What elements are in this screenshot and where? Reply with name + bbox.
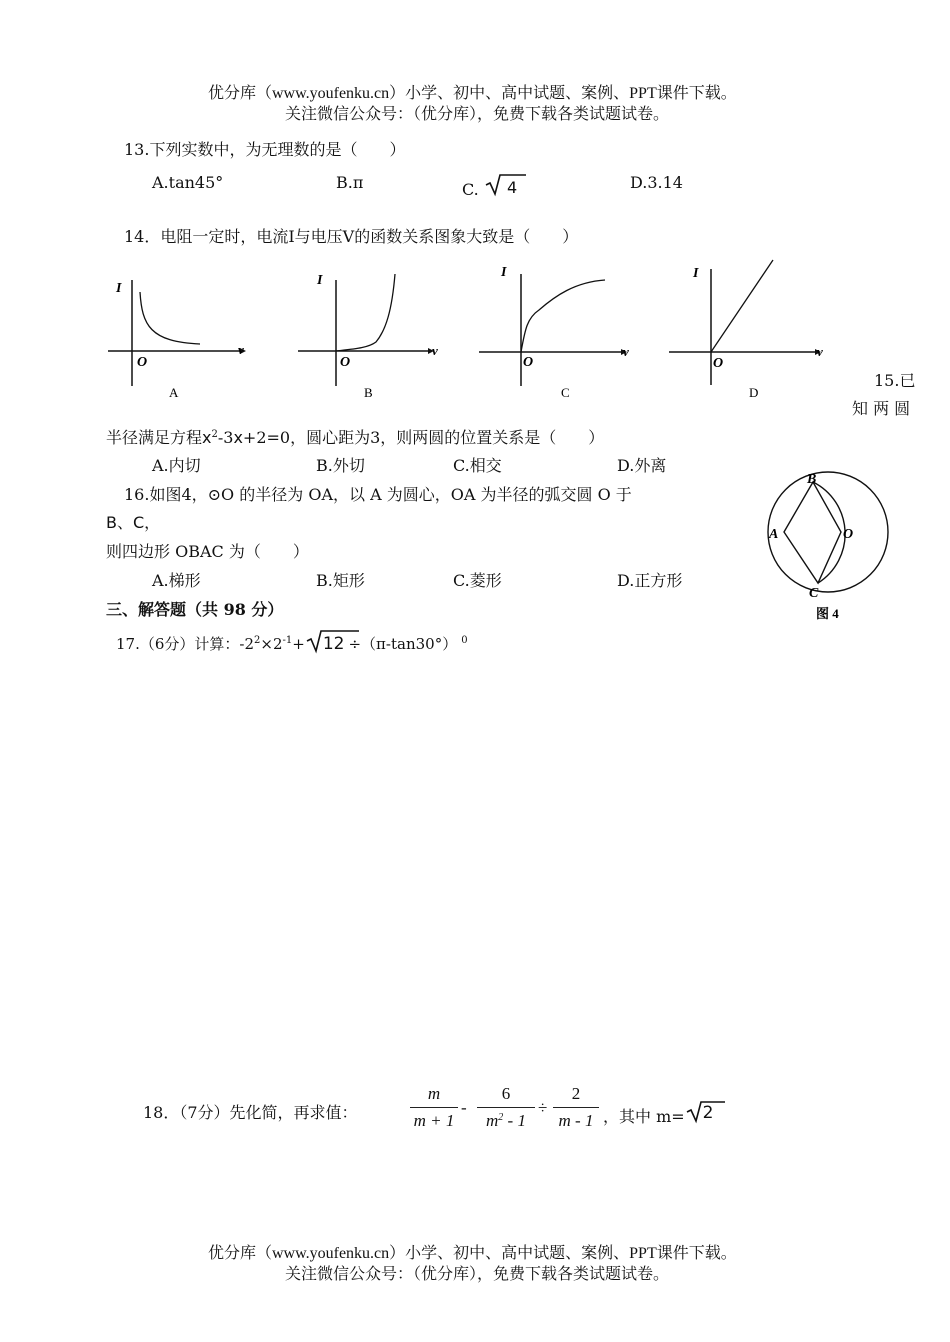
- q16-figure-point-o: O: [843, 527, 854, 542]
- q16-stem-line-2: B、C，: [106, 513, 161, 532]
- q15-option-c: C.相交: [453, 456, 502, 475]
- q14-graph-b-origin: O: [340, 355, 351, 370]
- q13-stem: 13.下列实数中，为无理数的是（ ）: [124, 140, 406, 159]
- q16-stem-line-1: 16.如图4，⊙O 的半径为 OA，以 A 为圆心，OA 为半径的弧交圆 O 于: [124, 485, 632, 504]
- q16-option-b: B.矩形: [316, 571, 365, 590]
- q18-frac2-den-rest: - 1: [503, 1111, 526, 1130]
- q13-option-c-radicand: 4: [506, 178, 518, 197]
- q15-var-x-2: x: [233, 428, 243, 447]
- q14-graph-b-axis-v: v: [432, 343, 438, 358]
- q15-option-d: D.外离: [617, 456, 667, 475]
- q15-stem-part-c: +2=0，圆心距为3，则两圆的位置关系是（ ）: [242, 428, 605, 447]
- q16-option-a: A.梯形: [152, 571, 201, 590]
- q15-stem-right-1: 15.已: [874, 371, 916, 390]
- q14-graph-c-origin: O: [523, 355, 534, 370]
- q14-graph-c: [475, 260, 635, 405]
- q13-option-c-label: C.: [462, 180, 479, 199]
- q14-graph-d-label: D: [749, 385, 759, 400]
- q18-op-divide: ÷: [538, 1098, 548, 1117]
- q16-figure-point-a: A: [769, 527, 779, 542]
- q16-option-c: C.菱形: [453, 571, 502, 590]
- q18-pre: 18．（7分）先化简，再求值：: [143, 1103, 358, 1122]
- q18-frac3-num: 2: [571, 1084, 581, 1103]
- q18-frac2-den-exp: 2: [498, 1112, 504, 1123]
- q18-frac2-den-base: m: [486, 1111, 499, 1130]
- header-line-2: 关注微信公众号：（优分库），免费下载各类试题试卷。: [285, 106, 670, 123]
- q15-exp-2: 2: [211, 429, 218, 440]
- q14-graph-a-label: A: [169, 385, 179, 400]
- q16-figure-point-b: B: [807, 472, 817, 487]
- q14-graph-d: [665, 255, 835, 405]
- q15-var-x: x: [202, 428, 212, 447]
- q14-graph-c-axis-v: v: [623, 344, 629, 359]
- footer-line-2: 关注微信公众号：（优分库），免费下载各类试题试卷。: [285, 1266, 670, 1283]
- q14-graph-d-axis-v: v: [817, 344, 823, 359]
- q17-expression: [116, 628, 498, 654]
- sqrt-symbol-icon: [484, 173, 528, 197]
- q14-graph-c-axis-i: I: [501, 265, 507, 280]
- q17-plus: +: [292, 635, 305, 653]
- q18-fraction-3: [553, 1084, 599, 1131]
- q18-fraction-2: [477, 1084, 535, 1131]
- header-line-1: 优分库（www.youfenku.cn）小学、初中、高中试题、案例、PPT课件下载。: [208, 85, 737, 102]
- q13-option-c: [462, 173, 543, 199]
- q14-graph-c-label: C: [561, 385, 570, 400]
- q18-frac1-den: m + 1: [413, 1111, 455, 1130]
- q15-option-b: B.外切: [316, 456, 365, 475]
- q17-radicand: 12: [322, 634, 345, 654]
- q17-exp-a: 2: [254, 635, 261, 646]
- q18-frac2-num: 6: [501, 1084, 511, 1103]
- q15-stem-part-b: -3: [217, 428, 234, 447]
- q15-option-a: A.内切: [152, 456, 201, 475]
- q18-frac3-den: m - 1: [558, 1111, 594, 1130]
- q14-graph-a: [100, 270, 260, 405]
- q17-pre: 17.（6分）计算：-2: [116, 635, 255, 653]
- q13-option-d: D.3.14: [630, 173, 683, 192]
- q13-option-b: B.π: [336, 173, 364, 192]
- section-3-title: 三、解答题（共 98 分）: [106, 600, 284, 619]
- q16-figure-4: [762, 470, 897, 625]
- q16-option-d: D.正方形: [617, 571, 683, 590]
- q18-radicand: 2: [702, 1103, 714, 1123]
- q17-mid: ×2: [260, 635, 283, 653]
- q15-stem-line: [106, 425, 604, 448]
- footer-line-1: 优分库（www.youfenku.cn）小学、初中、高中试题、案例、PPT课件下载。: [208, 1245, 737, 1262]
- q17-exp-c: 0: [461, 635, 468, 646]
- q18-frac1-num: m: [427, 1084, 441, 1103]
- q15-stem-right-2: 知 两 圆: [852, 399, 911, 418]
- q18-post-text: ，其中 m=: [603, 1107, 685, 1126]
- q16-stem-line-3: 则四边形 OBAC 为（ ）: [106, 542, 309, 561]
- q14-graph-d-axis-i: I: [693, 266, 699, 281]
- q13-option-a: A.tan45°: [152, 173, 224, 192]
- q14-graph-a-axis-v: v: [238, 342, 244, 357]
- q18-fraction-1: [410, 1084, 458, 1131]
- q16-figure-caption: 图 4: [816, 606, 839, 621]
- q18-op-minus: -: [461, 1098, 467, 1117]
- q16-figure-point-c: C: [809, 586, 819, 601]
- q14-graph-b: [292, 270, 452, 405]
- q14-stem: 14．电阻一定时，电流Ⅰ与电压Ⅴ的函数关系图象大致是（ ）: [124, 227, 579, 246]
- q14-graph-a-axis-i: I: [116, 281, 122, 296]
- q15-stem-part-a: 半径满足方程: [106, 428, 203, 447]
- q14-graph-d-origin: O: [713, 356, 724, 371]
- q17-exp-b: -1: [282, 635, 293, 646]
- q17-post: ÷（π-tan30°）: [348, 635, 458, 653]
- q14-graph-b-axis-i: I: [317, 273, 323, 288]
- q18-post: [603, 1100, 738, 1127]
- q14-graph-b-label: B: [364, 385, 373, 400]
- q14-graph-a-origin: O: [137, 355, 148, 370]
